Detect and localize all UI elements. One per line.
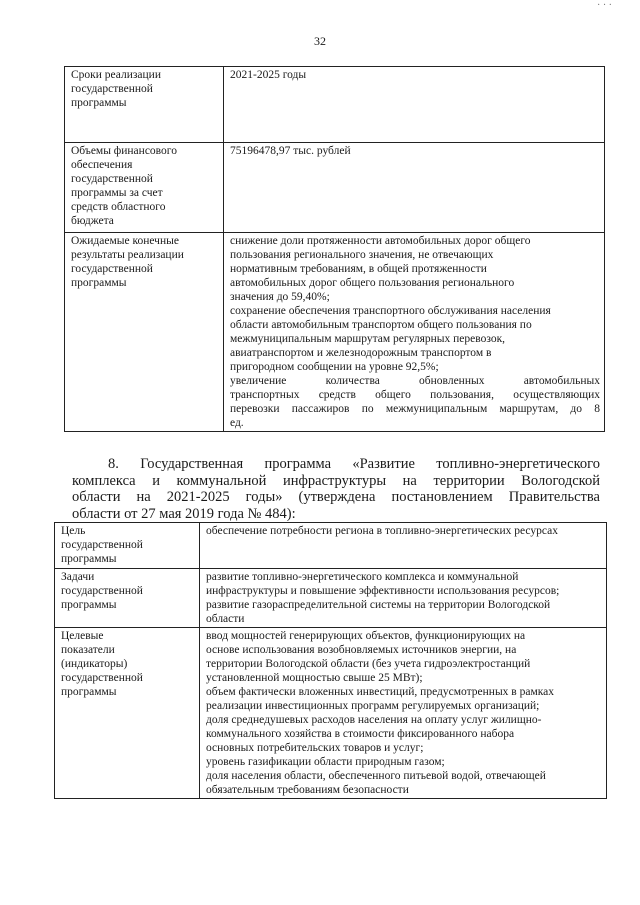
- section-heading: 8. Государственная программа «Развитие топливно-энергетического комплекса и коммунальной инфраструктуры на территории Вологодской области на 2021-2025 годы» (утверждена постановлением Правительства области от 27 мая 2019 года № 484):: [72, 456, 600, 522]
- row-label: Ожидаемые конечные результаты реализации государственной программы: [65, 233, 224, 432]
- row-value: снижение доли протяженности автомобильных дорог общего пользования регионального значения, не отвечающих нормативным требованиям, в общей протяженности автомобильных дорог общего пользования регионального значения до 59,40%; сохранение обеспечения транспортного обслуживания населения области автомобильным транспортом общего пользования по межмуниципальным маршрутам регулярных перевозок, авиатранспортом и железнодорожным транспортом в пригородном сообщении на уровне 92,5%; увеличение количества обновленных автомобильных транспортных средств общего пользования, осуществляющих перевозки пассажиров по межмуниципальным маршрутам, до 8 ед.: [224, 233, 605, 432]
- table-row: [65, 143, 605, 233]
- row-label: Цель государственной программы: [55, 523, 200, 569]
- row-value: 75196478,97 тыс. рублей: [224, 143, 605, 233]
- row-label: Целевые показатели (индикаторы) государственной программы: [55, 628, 200, 799]
- row-value: 2021-2025 годы: [224, 67, 605, 143]
- row-label: Сроки реализации государственной программы: [65, 67, 224, 143]
- corner-mark: · · ·: [597, 0, 612, 11]
- table-row: [55, 569, 607, 628]
- table-row: [55, 628, 607, 799]
- table-row: [65, 67, 605, 143]
- row-label: Задачи государственной программы: [55, 569, 200, 628]
- table-row: [55, 523, 607, 569]
- program-passport-table-8: [54, 522, 607, 799]
- row-value: развитие топливно-энергетического комплекса и коммунальной инфраструктуры и повышение эффективности использования ресурсов; развитие газораспределительной системы на территории Вологодской области: [200, 569, 607, 628]
- table-row: [65, 233, 605, 432]
- page-number: 32: [314, 34, 326, 48]
- program-passport-table-7: [64, 66, 605, 432]
- row-value: обеспечение потребности региона в топливно-энергетических ресурсах: [200, 523, 607, 569]
- row-value: ввод мощностей генерирующих объектов, функционирующих на основе использования возобновляемых источников энергии, на территории Вологодской области (без учета гидроэлектростанций установленной мощностью свыше 25 МВт); объем фактически вложенных инвестиций, предусмотренных в рамках реализации инвестиционных программ регулируемых организаций; доля среднедушевых расходов населения на оплату услуг жилищно- коммунального хозяйства в стоимости фиксированного набора основных потребительских товаров и услуг; уровень газификации области природным газом; доля населения области, обеспеченного питьевой водой, отвечающей обязательным требованиям безопасности: [200, 628, 607, 799]
- row-label: Объемы финансового обеспечения государственной программы за счет средств областного бюджета: [65, 143, 224, 233]
